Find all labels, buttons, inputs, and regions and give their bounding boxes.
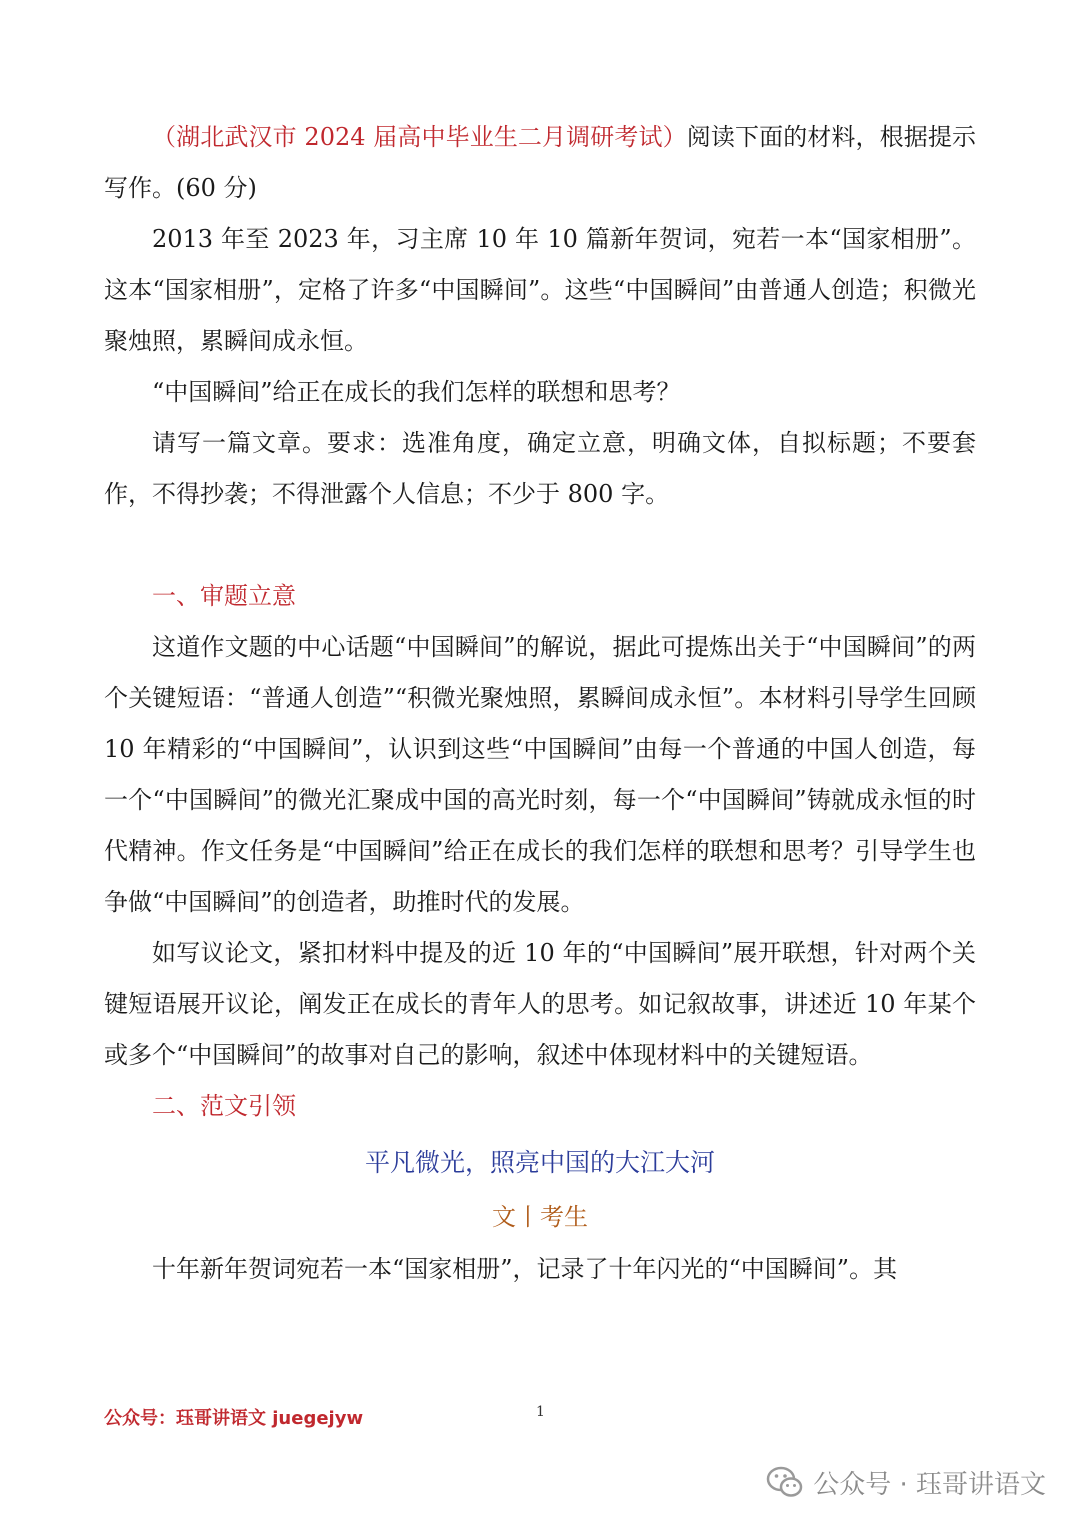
footer-account: 公众号：珏哥讲语文 juegejyw (104, 1408, 364, 1429)
wechat-watermark (765, 1462, 1046, 1502)
watermark-text: 公众号 · 珏哥讲语文 (813, 1469, 1046, 1500)
analysis-paragraph-1: 这道作文题的中心话题“中国瞬间”的解说，据此可提炼出关于“中国瞬间”的两个关键短语：“普通人创造”“积微光聚烛照，累瞬间成永恒”。本材料引导学生回顾 10 年精彩的“中国瞬间”，认识到这些“中国瞬间”由每一个普通的中国人创造，每一个“中国瞬间”的微光汇聚成中国的高光时刻，每一个“中国瞬间”铸就成永恒的时代精神。作文任务是“中国瞬间”给正在成长的我们怎样的联想和思考？引导学生也争做“中国瞬间”的创造者，助推时代的发展。 (104, 633, 976, 916)
material-paragraph-2: “中国瞬间”给正在成长的我们怎样的联想和思考？ (152, 378, 681, 406)
analysis-paragraph-2: 如写议论文，紧扣材料中提及的近 10 年的“中国瞬间”展开联想，针对两个关键短语展开议论，阐发正在成长的青年人的思考。如记叙故事，讲述近 10 年某个或多个“中国瞬间”的故事对自己的影响，叙述中体现材料中的关键短语。 (104, 939, 976, 1069)
intro-paragraph (104, 112, 976, 214)
spacer (104, 520, 976, 571)
material-paragraph-1: 2013 年至 2023 年，习主席 10 年 10 篇新年贺词，宛若一本“国家相册”。这本“国家相册”，定格了许多“中国瞬间”。这些“中国瞬间”由普通人创造；积微光聚烛照，累瞬间成永恒。 (104, 225, 976, 355)
document-body (104, 112, 976, 1295)
essay-title: 平凡微光，照亮中国的大江大河 (364, 1148, 715, 1177)
material-paragraph-3: 请写一篇文章。要求：选准角度，确定立意，明确文体，自拟标题；不要套作，不得抄袭；不得泄露个人信息；不少于 800 字。 (104, 429, 976, 508)
essay-author: 文丨考生 (492, 1203, 588, 1231)
wechat-icon (765, 1462, 805, 1502)
exam-instruction: 阅读下面的材料，根据提示写作。(60 分) (104, 123, 976, 202)
section-heading-1: 一、审题立意 (152, 582, 296, 610)
page-number: 1 (536, 1404, 545, 1420)
essay-first-line: 十年新年贺词宛若一本“国家相册”，记录了十年闪光的“中国瞬间”。其 (152, 1255, 898, 1283)
exam-source: （湖北武汉市 2024 届高中毕业生二月调研考试） (152, 123, 687, 151)
section-heading-2: 二、范文引领 (152, 1092, 296, 1120)
